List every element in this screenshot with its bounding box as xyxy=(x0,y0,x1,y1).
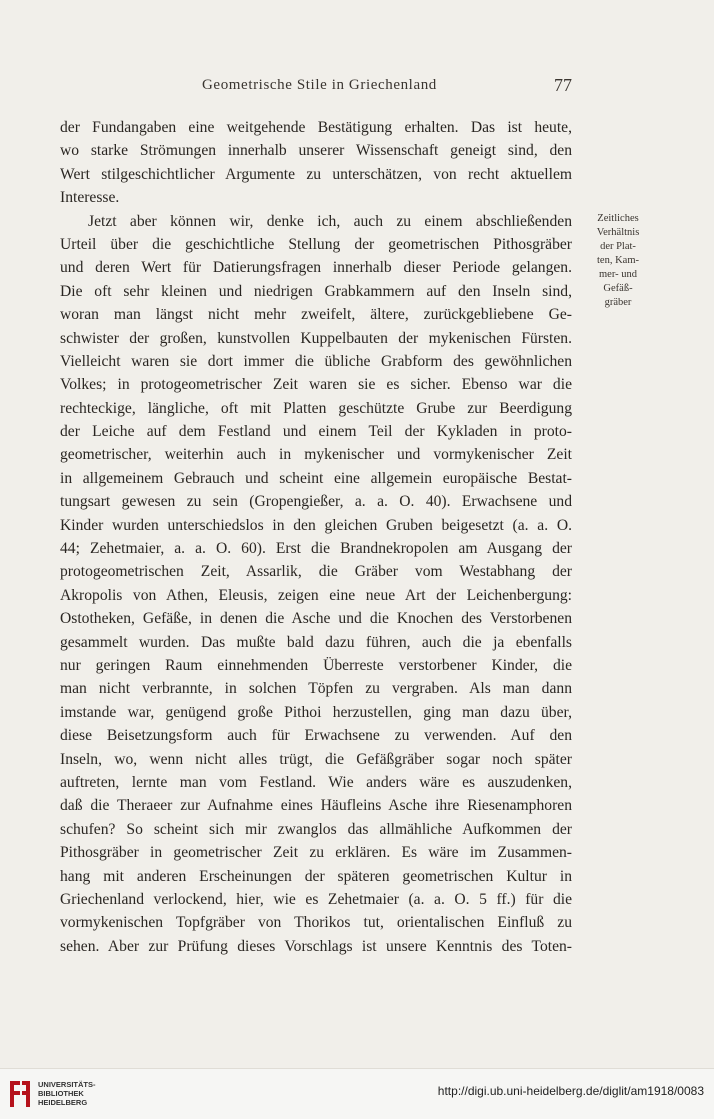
footer-bar xyxy=(0,1068,714,1119)
text-line: der Leiche auf dem Festland und einem Teil der Kykladen in proto- xyxy=(60,423,572,441)
text-line: hang mit anderen Erscheinungen der späteren geometrischen Kultur in xyxy=(60,867,572,885)
text-line: Kinder wurden unterschiedslos in den gleichen Gruben beigesetzt (a. a. O. xyxy=(60,516,572,534)
text-line: imstande war, genügend große Pithoi herzustellen, ging man dazu über, xyxy=(60,703,572,721)
text-line: wo starke Strömungen innerhalb unserer Wissenschaft geneigt sind, den xyxy=(60,142,572,160)
text-line: geometrischer, weiterhin auch in mykenischer und vormykenischer Zeit xyxy=(60,446,572,464)
text-line: Volkes; in protogeometrischer Zeit waren sie es sicher. Ebenso war die xyxy=(60,376,572,394)
text-line: Die oft sehr kleinen und niedrigen Grabkammern auf den Inseln sind, xyxy=(60,282,572,300)
text-line: nur geringen Raum einnehmenden Überreste verstorbener Kinder, die xyxy=(60,656,572,674)
text-line: Ostotheken, Gefäße, in denen die Asche und die Knochen des Verstorbenen xyxy=(60,610,572,628)
university-library-logo-icon xyxy=(8,1079,32,1109)
text-line: Wert stilgeschichtlicher Argumente zu unterschätzen, von recht aktuellem xyxy=(60,165,572,183)
text-line: tungsart gewesen zu sein (Gropengießer, a. a. O. 40). Erwachsene und xyxy=(60,493,572,511)
text-line: Interesse. xyxy=(60,189,120,207)
text-line: in allgemeinem Gebrauch und scheint eine allgemein europäische Bestat- xyxy=(60,469,572,487)
text-line: Urteil über die geschichtliche Stellung der geometrischen Pithosgräber xyxy=(60,235,572,253)
library-name xyxy=(38,1080,96,1107)
source-url-link[interactable]: http://digi.ub.uni-heidelberg.de/diglit/am1918/0083 xyxy=(437,1084,704,1098)
text-line: Jetzt aber können wir, denke ich, auch zu einem abschließenden xyxy=(88,212,572,230)
text-line: Griechenland verlockend, hier, wie es Zehetmaier (a. a. O. 5 ff.) für die xyxy=(60,890,572,908)
text-line: Inseln, wo, wenn nicht alles trügt, die Gefäßgräber sogar noch später xyxy=(60,750,572,768)
text-line: daß die Theraeer zur Aufnahme eines Häufleins Asche ihre Riesenamphoren xyxy=(60,797,572,815)
margin-note-line: der Plat- xyxy=(600,241,636,252)
margin-note xyxy=(578,212,658,310)
margin-note-line: mer- und xyxy=(599,269,637,280)
text-line: woran man längst nicht mehr zweifelt, ältere, zurückgebliebene Ge- xyxy=(60,306,572,324)
text-line: gesammelt wurden. Das mußte bald dazu führen, auch die ja ebenfalls xyxy=(60,633,572,651)
text-line: protogeometrischen Zeit, Assarlik, die Gräber vom Westabhang der xyxy=(60,563,572,581)
page-number: 77 xyxy=(554,75,572,95)
margin-note-line: Zeitliches xyxy=(597,213,639,224)
text-line: und deren Wert für Datierungsfragen innerhalb dieser Periode gelangen. xyxy=(60,259,572,277)
library-name-line: HEIDELBERG xyxy=(38,1098,88,1107)
body-text xyxy=(60,116,572,958)
margin-note-line: Verhältnis xyxy=(596,227,640,238)
text-line: Akropolis von Athen, Eleusis, zeigen eine neue Art der Leichenbergung: xyxy=(60,586,572,604)
library-name-line: BIBLIOTHEK xyxy=(38,1089,84,1098)
text-line: diese Beisetzungsform auch für Erwachsene zu verwenden. Auf den xyxy=(60,727,572,745)
text-line: Vielleicht waren sie dort immer die übliche Grabform des gewöhnlichen xyxy=(60,352,572,370)
text-line: man nicht verbrannte, in solchen Töpfen zu vergraben. Als man dann xyxy=(60,680,572,698)
running-title: Geometrische Stile in Griechenland xyxy=(202,77,437,93)
text-line: auftreten, lernte man vom Festland. Wie anders wäre es auszudenken, xyxy=(60,773,572,791)
library-name-line: UNIVERSITÄTS- xyxy=(38,1080,96,1089)
text-line: Pithosgräber in geometrischer Zeit zu erklären. Es wäre im Zusammen- xyxy=(60,844,572,862)
text-line: sehen. Aber zur Prüfung dieses Vorschlags ist unsere Kenntnis des Toten- xyxy=(60,937,572,955)
margin-note-line: ten, Kam- xyxy=(597,255,639,266)
text-line: schwister der großen, kunstvollen Kuppelbauten der mykenischen Fürsten. xyxy=(60,329,572,347)
text-line: rechteckige, längliche, oft mit Platten geschützte Grube zur Beerdigung xyxy=(60,399,572,417)
text-line: der Fundangaben eine weitgehende Bestätigung erhalten. Das ist heute, xyxy=(60,119,572,136)
text-line: schufen? So scheint sich mir zwanglos das allmähliche Aufkommen der xyxy=(60,820,572,838)
margin-note-line: gräber xyxy=(604,297,632,308)
text-line: vormykenischen Topfgräber von Thorikos tut, orientalischen Einfluß zu xyxy=(60,914,572,932)
margin-note-line: Gefäß- xyxy=(603,283,633,294)
running-head xyxy=(60,77,572,99)
text-line: 44; Zehetmaier, a. a. O. 60). Erst die Brandnekropolen am Ausgang der xyxy=(60,540,572,558)
